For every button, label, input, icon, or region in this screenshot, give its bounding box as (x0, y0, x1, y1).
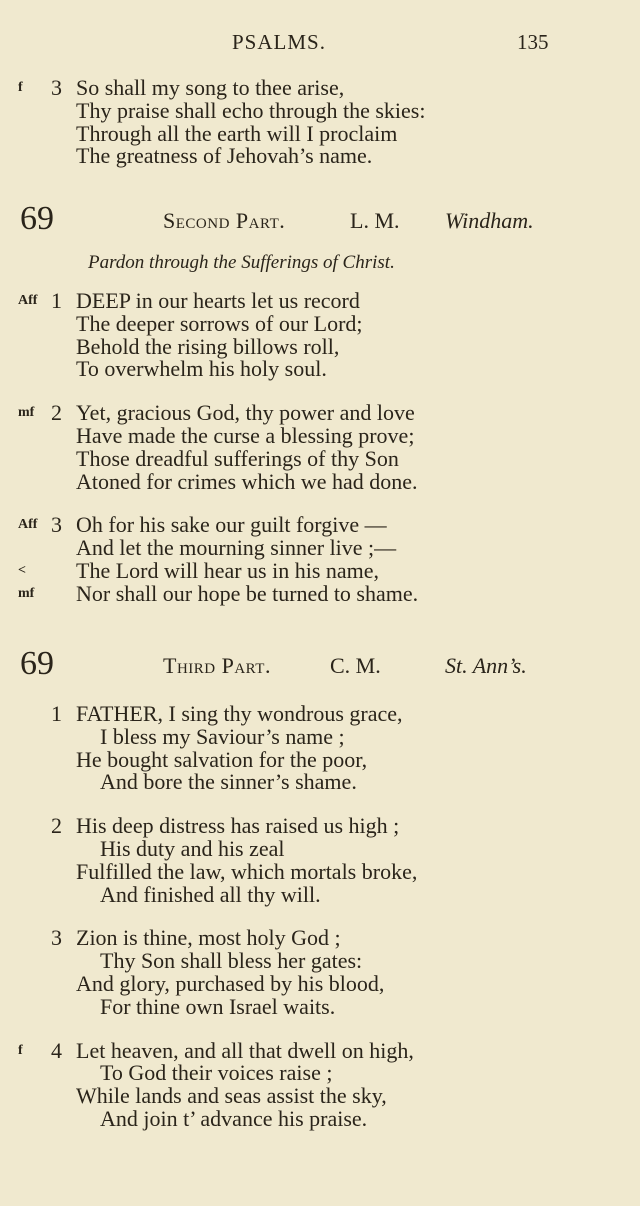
verse-text: Have made the curse a blessing prove; (76, 422, 415, 448)
hymn-meter: L. M. (350, 208, 400, 233)
verse-text: And glory, purchased by his blood, (76, 970, 385, 996)
verse-line (0, 120, 640, 146)
verse-text: To overwhelm his holy soul. (76, 356, 327, 382)
verse-text: And let the mourning sinner live ;— (76, 535, 397, 561)
verse-line (0, 1062, 640, 1085)
verse-text: I bless my Saviour’s name ; (100, 723, 345, 749)
verse-line (0, 333, 640, 359)
verse-text: The deeper sorrows of our Lord; (76, 310, 363, 336)
verse-text: Nor shall our hope be turned to shame. (76, 580, 419, 606)
verse-text: And join t’ advance his praise. (100, 1105, 368, 1131)
verse-line (0, 145, 640, 168)
stanza-number: 1 (51, 288, 62, 313)
verse-text: Through all the earth will I proclaim (76, 120, 398, 146)
verse-line (0, 746, 640, 772)
stanza (0, 927, 640, 1018)
verse-text: Those dreadful sufferings of thy Son (76, 445, 399, 471)
hymn-subtitle: Pardon through the Sufferings of Christ. (88, 252, 395, 273)
dynamic-mark: Aff (18, 293, 38, 308)
verse-line (0, 468, 640, 494)
verse-line (0, 1085, 640, 1108)
verse-text: His deep distress has raised us high ; (76, 813, 400, 839)
verse-line (0, 858, 640, 884)
running-head (0, 30, 640, 60)
dynamic-mark: f (18, 1042, 23, 1058)
stanza-number: 3 (51, 925, 62, 951)
stanza (0, 514, 640, 605)
dynamic-mark: mf (18, 405, 35, 421)
verse-text: Yet, gracious God, thy power and love (76, 400, 415, 426)
verse-line (0, 815, 640, 838)
verse-line (0, 402, 640, 425)
verse-line (0, 310, 640, 336)
verse-text: To God their voices raise ; (100, 1060, 333, 1086)
verse-text: His duty and his zeal (100, 835, 285, 861)
verse-line (0, 703, 640, 726)
hymn-number: 69 (20, 200, 54, 237)
verse-text: The greatness of Jehovah’s name. (76, 143, 373, 169)
verse-line (0, 514, 640, 537)
stanza-number: 2 (51, 400, 62, 426)
verse-text: And bore the sinner’s shame. (100, 769, 357, 795)
verse-line (0, 881, 640, 907)
stanza (0, 290, 640, 381)
stanza (0, 402, 640, 493)
verse-text: For thine own Israel waits. (100, 993, 336, 1019)
dynamic-mark: Aff (18, 517, 38, 533)
verse-text: Thy praise shall echo through the skies: (76, 97, 426, 123)
hymn-number: 69 (20, 645, 54, 682)
verse-line (0, 358, 640, 381)
dynamic-mark: f (18, 80, 23, 95)
verse-text: And finished all thy will. (100, 881, 321, 907)
hymn-tune: St. Ann’s. (445, 653, 527, 678)
verse-line (0, 580, 640, 606)
verse-text: Let heaven, and all that dwell on high, (76, 1037, 414, 1063)
dynamic-mark: < (18, 562, 26, 578)
verse-text: Zion is thine, most holy God ; (76, 925, 341, 951)
running-head-title: PSALMS. (232, 30, 326, 54)
hymn-section-second-part (0, 200, 640, 627)
hymn-header (0, 200, 640, 240)
verse-line (0, 290, 640, 313)
continued-stanza (0, 77, 640, 189)
verse-text: He bought salvation for the poor, (76, 746, 368, 772)
verse-text: So shall my song to thee arise, (76, 75, 345, 100)
verse-line (0, 97, 640, 123)
verse-text: Fulfilled the law, which mortals broke, (76, 858, 418, 884)
stanza (0, 77, 640, 168)
verse-line (0, 1037, 640, 1063)
page-number: 135 (517, 30, 549, 54)
verse-line (0, 723, 640, 749)
dynamic-mark: mf (18, 585, 35, 601)
verse-text: Behold the rising billows roll, (76, 333, 340, 359)
verse-line (0, 993, 640, 1019)
verse-line (0, 771, 640, 794)
verse-text: Atoned for crimes which we had done. (76, 468, 418, 494)
hymn-part: Third Part. (163, 653, 271, 678)
hymn-header (0, 645, 640, 685)
verse-line (0, 835, 640, 861)
hymn-meter: C. M. (330, 653, 381, 678)
stanza-number: 3 (51, 512, 62, 538)
verse-line (0, 445, 640, 471)
verse-text: While lands and seas assist the sky, (76, 1083, 387, 1109)
hymn-tune: Windham. (445, 208, 534, 233)
verse-line (0, 537, 640, 560)
stanza (0, 815, 640, 906)
verse-text: FATHER, I sing thy wondrous grace, (76, 701, 403, 726)
hymn-part: Second Part. (163, 208, 286, 233)
verse-line (0, 1105, 640, 1131)
verse-text: DEEP in our hearts let us record (76, 288, 360, 313)
verse-line (0, 557, 640, 583)
verse-text: Thy Son shall bless her gates: (100, 948, 363, 974)
verse-line (0, 950, 640, 973)
stanza (0, 703, 640, 794)
verse-text: The Lord will hear us in his name, (76, 557, 380, 583)
stanza-number: 2 (51, 813, 62, 839)
stanza-number: 4 (51, 1037, 62, 1063)
verse-line (0, 927, 640, 950)
stanza-number: 1 (51, 701, 62, 726)
verse-line (0, 422, 640, 448)
stanza (0, 1037, 640, 1131)
verse-text: Oh for his sake our guilt forgive — (76, 512, 387, 538)
verse-line (0, 970, 640, 996)
stanza-number: 3 (51, 75, 62, 100)
hymn-section-third-part (0, 645, 640, 1152)
verse-line (0, 77, 640, 100)
